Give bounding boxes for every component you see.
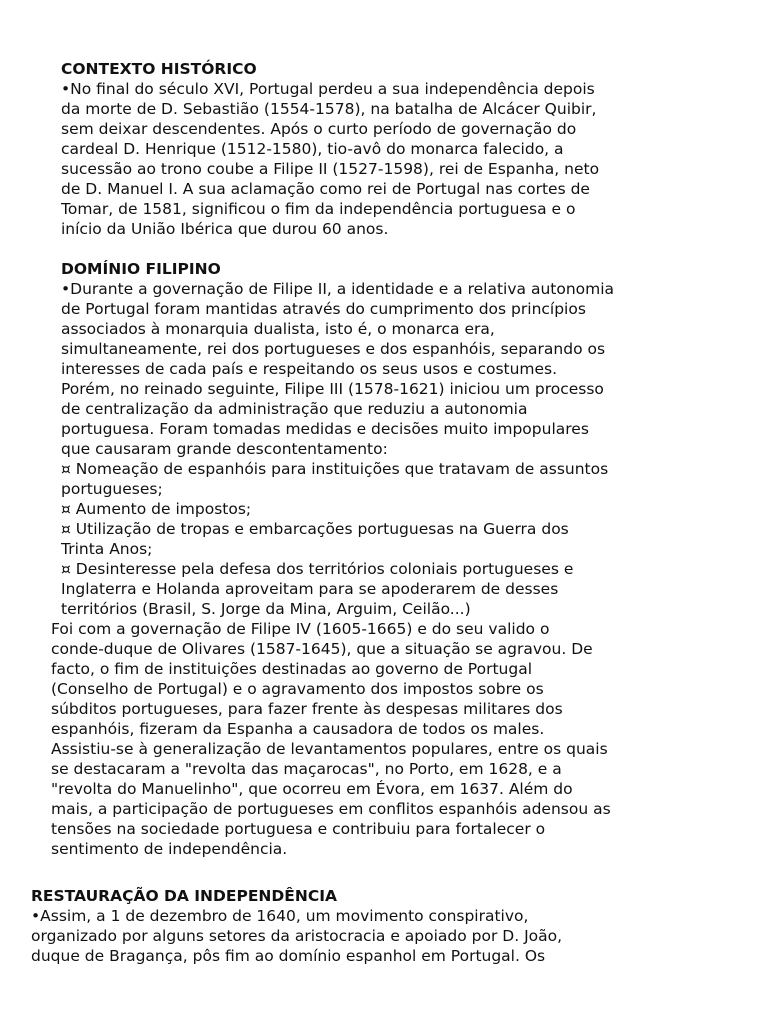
text-line: sem deixar descendentes. Após o curto período de governação do — [61, 120, 577, 138]
bullet-line: ¤ Utilização de tropas e embarcações portuguesas na Guerra dos — [61, 520, 569, 538]
section-contexto-historico — [61, 59, 599, 239]
text-line: de centralização da administração que reduziu a autonomia — [61, 400, 528, 418]
text-line: de Portugal foram mantidas através do cumprimento dos princípios — [61, 300, 586, 318]
section-dominio-filipino — [51, 259, 615, 859]
text-line: portuguesa. Foram tomadas medidas e decisões muito impopulares — [61, 420, 589, 438]
text-line: Tomar, de 1581, significou o fim da independência portuguesa e o — [61, 200, 576, 218]
text-line: •Assim, a 1 de dezembro de 1640, um movimento conspirativo, — [31, 907, 529, 925]
text-line: Porém, no reinado seguinte, Filipe III (1578-1621) iniciou um processo — [61, 380, 604, 398]
text-line: "revolta do Manuelinho", que ocorreu em Évora, em 1637. Além do — [51, 780, 573, 798]
text-line: cardeal D. Henrique (1512-1580), tio-avô do monarca falecido, a — [61, 140, 564, 158]
bullet-item — [61, 499, 614, 519]
text-line: •Durante a governação de Filipe II, a identidade e a relativa autonomia — [61, 280, 615, 298]
bullet-line: ¤ Nomeação de espanhóis para instituições que tratavam de assuntos — [61, 460, 609, 478]
section-heading: DOMÍNIO FILIPINO — [61, 260, 221, 278]
text-line: facto, o fim de instituições destinadas ao governo de Portugal — [51, 660, 532, 678]
bullet-item — [61, 519, 614, 559]
text-line: da morte de D. Sebastião (1554-1578), na batalha de Alcácer Quibir, — [61, 100, 597, 118]
text-line: Foi com a governação de Filipe IV (1605-1665) e do seu valido o — [51, 620, 550, 638]
bullet-line: ¤ Aumento de impostos; — [61, 500, 252, 518]
text-line: conde-duque de Olivares (1587-1645), que a situação se agravou. De — [51, 640, 593, 658]
text-line: se destacaram a "revolta das maçarocas", no Porto, em 1628, e a — [51, 760, 562, 778]
text-line: de D. Manuel I. A sua aclamação como rei de Portugal nas cortes de — [61, 180, 590, 198]
section-heading: RESTAURAÇÃO DA INDEPENDÊNCIA — [31, 887, 337, 905]
section-heading: CONTEXTO HISTÓRICO — [61, 60, 257, 78]
text-line: associados à monarquia dualista, isto é, o monarca era, — [61, 320, 495, 338]
bullet-item — [61, 459, 614, 499]
text-line: súbditos portugueses, para fazer frente às despesas militares dos — [51, 700, 563, 718]
text-line: sentimento de independência. — [51, 840, 288, 858]
text-line: Assistiu-se à generalização de levantamentos populares, entre os quais — [51, 740, 608, 758]
text-line: simultaneamente, rei dos portugueses e dos espanhóis, separando os — [61, 340, 606, 358]
text-line: (Conselho de Portugal) e o agravamento dos impostos sobre os — [51, 680, 544, 698]
text-line: mais, a participação de portugueses em conflitos espanhóis adensou as — [51, 800, 611, 818]
bullet-item — [61, 559, 614, 619]
text-line: sucessão ao trono coube a Filipe II (1527-1598), rei de Espanha, neto — [61, 160, 600, 178]
text-line: início da União Ibérica que durou 60 anos. — [61, 220, 389, 238]
text-line: duque de Bragança, pôs fim ao domínio espanhol em Portugal. Os — [31, 947, 546, 965]
text-line: interesses de cada país e respeitando os seus usos e costumes. — [61, 360, 558, 378]
text-line: organizado por alguns setores da aristocracia e apoiado por D. João, — [31, 927, 563, 945]
text-line: que causaram grande descontentamento: — [61, 440, 388, 458]
section-restauracao — [31, 886, 562, 966]
bullet-line: portugueses; — [61, 480, 163, 498]
text-line: espanhóis, fizeram da Espanha a causadora de todos os males. — [51, 720, 545, 738]
bullet-line: Inglaterra e Holanda aproveitam para se apoderarem de desses — [61, 580, 559, 598]
bullet-line: ¤ Desinteresse pela defesa dos territórios coloniais portugueses e — [61, 560, 574, 578]
text-line: •No final do século XVI, Portugal perdeu a sua independência depois — [61, 80, 595, 98]
text-line: tensões na sociedade portuguesa e contribuiu para fortalecer o — [51, 820, 546, 838]
paragraph — [51, 619, 614, 859]
bullet-line: territórios (Brasil, S. Jorge da Mina, Arguim, Ceilão...) — [61, 600, 471, 618]
bullet-line: Trinta Anos; — [61, 540, 153, 558]
